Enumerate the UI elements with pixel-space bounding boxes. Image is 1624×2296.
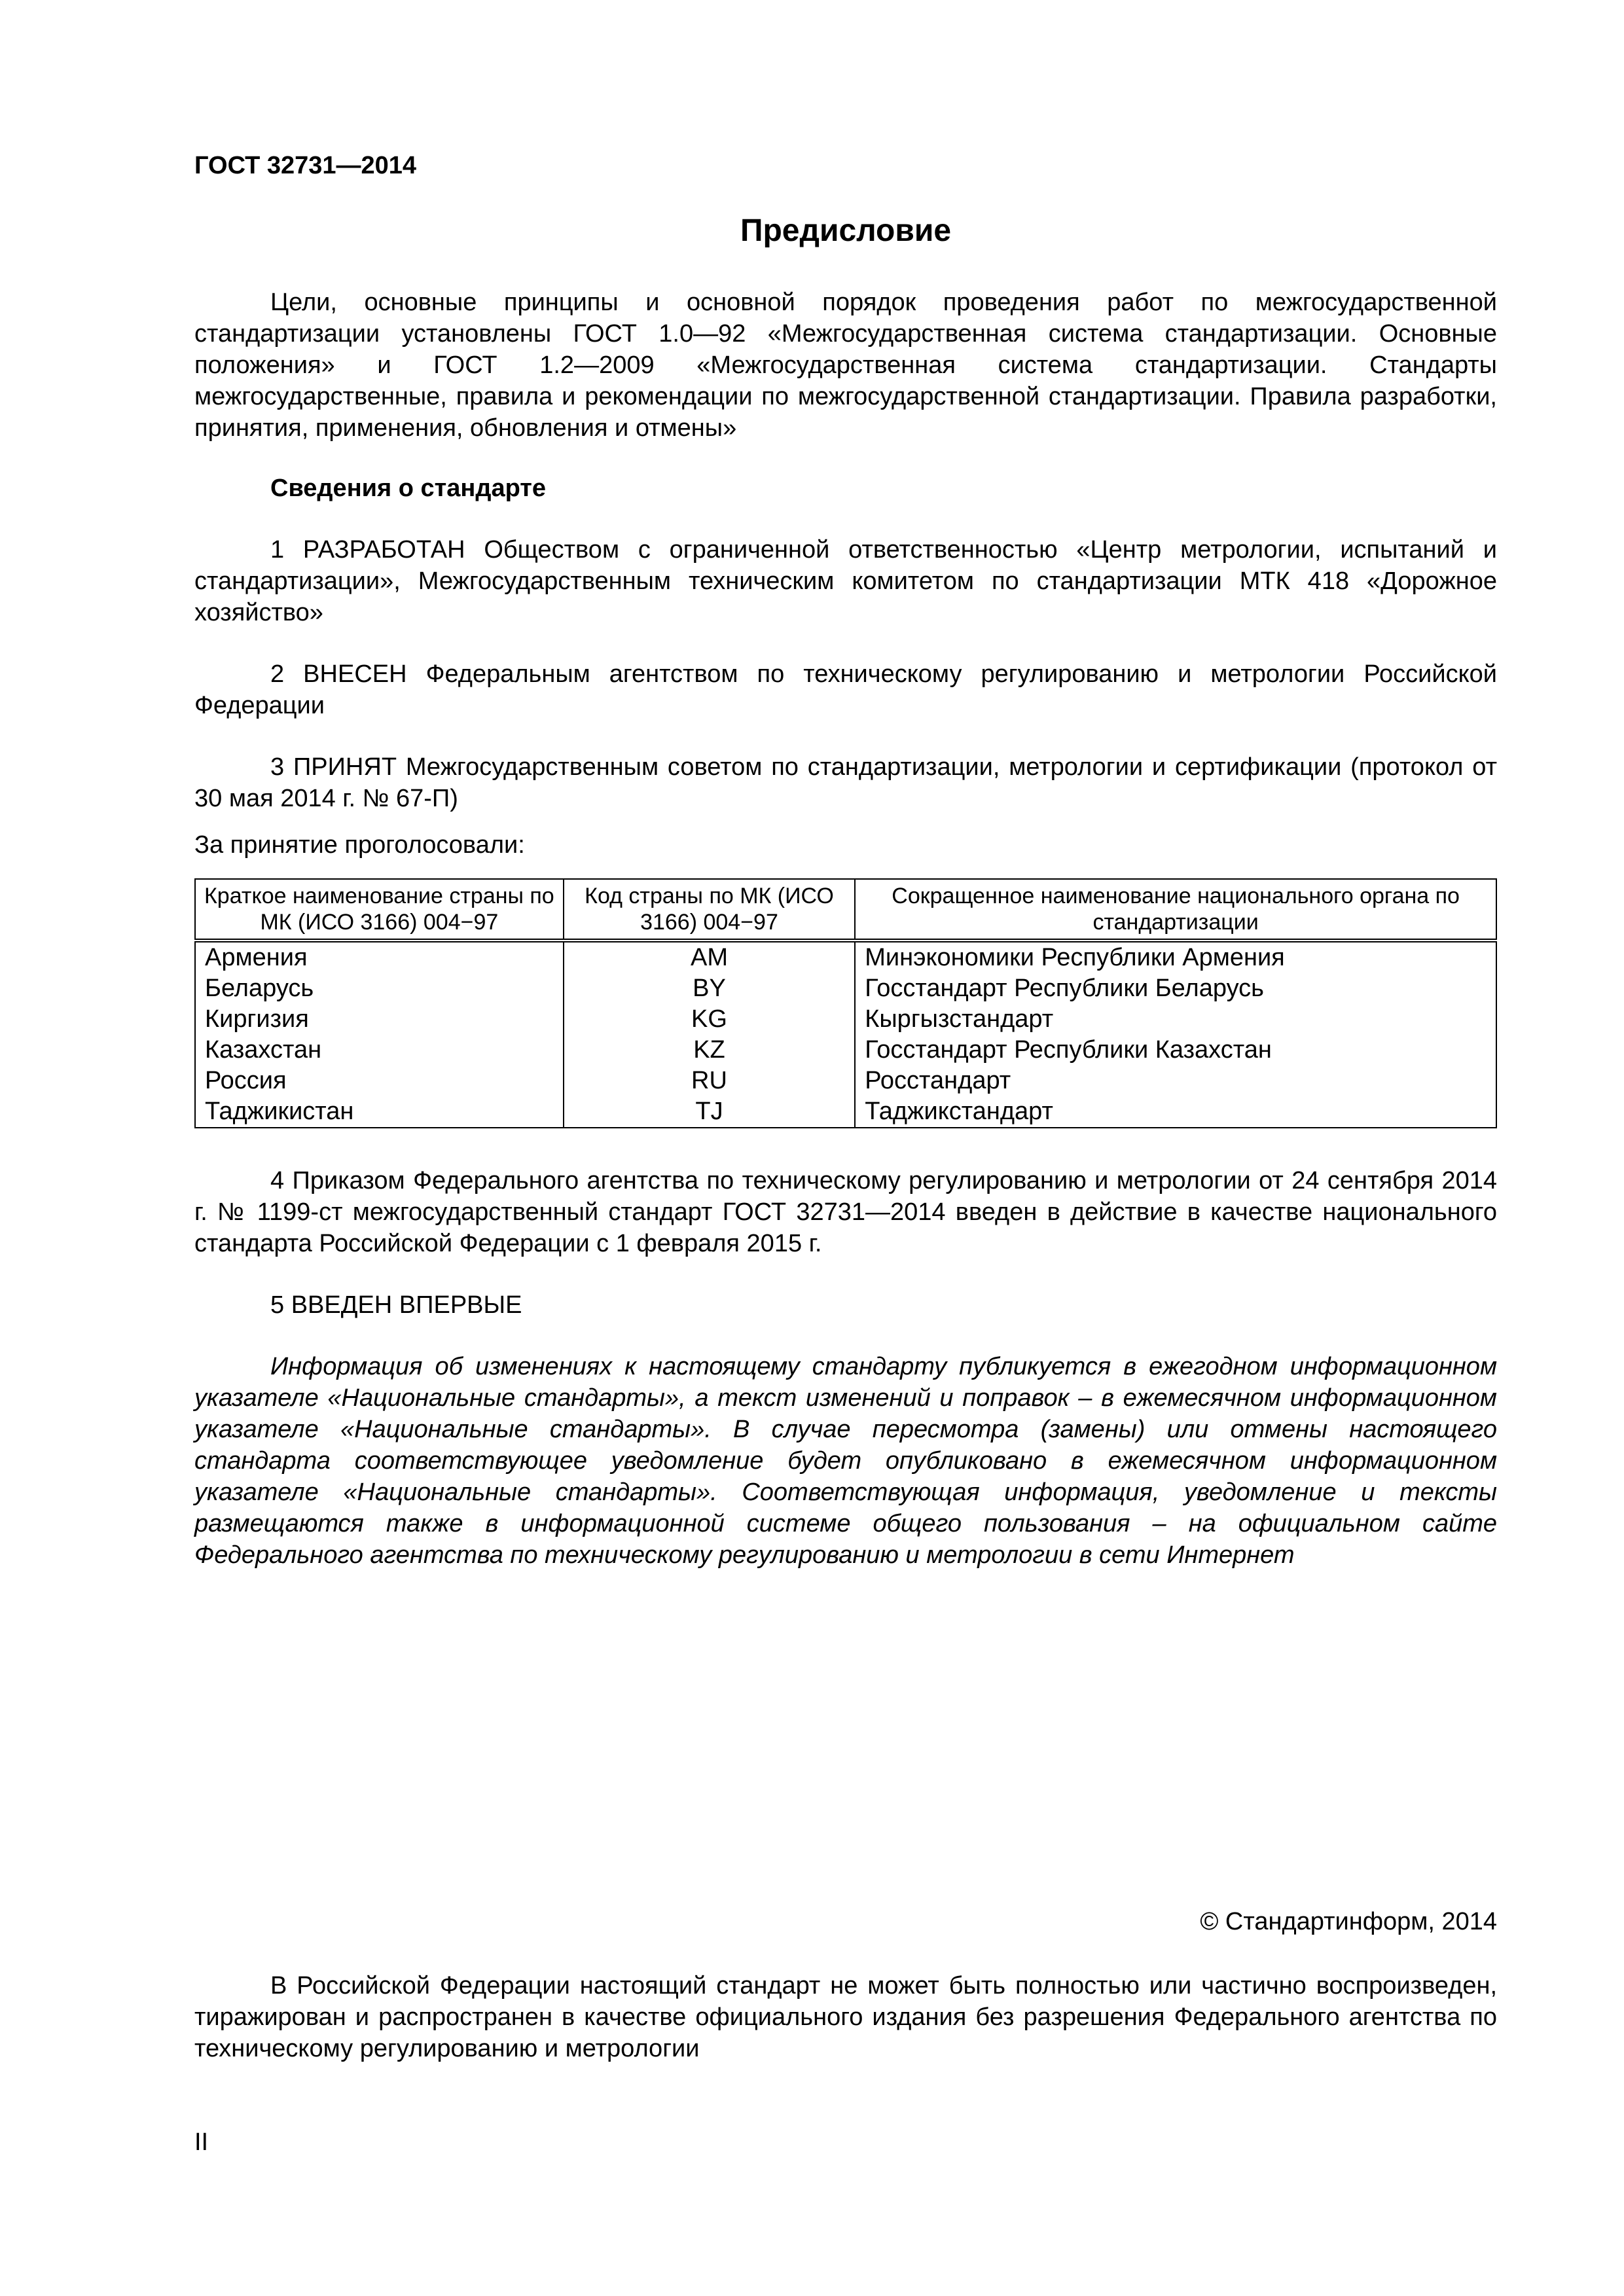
table-row bbox=[195, 1004, 1496, 1035]
page-title: Предисловие bbox=[740, 213, 952, 248]
voted-label: За принятие проголосовали: bbox=[194, 831, 525, 859]
standards-body: Росстандарт bbox=[855, 1066, 1496, 1096]
standards-body: Кыргызстандарт bbox=[855, 1004, 1496, 1035]
country-code: KG bbox=[564, 1004, 856, 1035]
country-code: AM bbox=[564, 941, 856, 973]
header-standards-body: Сокращенное наименование национального органа по стандартизации bbox=[855, 879, 1496, 941]
country-code: KZ bbox=[564, 1035, 856, 1066]
country-name: Киргизия bbox=[195, 1004, 564, 1035]
standards-body: Минэкономики Республики Армения bbox=[855, 941, 1496, 973]
page-number: II bbox=[194, 2128, 209, 2156]
country-code: BY bbox=[564, 973, 856, 1004]
copyright: © Стандартинформ, 2014 bbox=[1200, 1908, 1497, 1935]
country-name: Таджикистан bbox=[195, 1096, 564, 1128]
header-country-name: Краткое наименование страны по МК (ИСО 3166) 004−97 bbox=[195, 879, 564, 941]
standards-body: Госстандарт Республики Беларусь bbox=[855, 973, 1496, 1004]
country-name: Казахстан bbox=[195, 1035, 564, 1066]
table-header-row bbox=[195, 879, 1496, 941]
item-developed: 1 РАЗРАБОТАН Обществом с ограниченной ответственностью «Центр метрологии, испытаний и стандартизации», Межгосударственным техническим комитетом по стандартизации МТК 418 «Дорожное хозяйство» bbox=[194, 536, 1497, 626]
country-name: Россия bbox=[195, 1066, 564, 1096]
standards-body: Таджикстандарт bbox=[855, 1096, 1496, 1128]
standards-body: Госстандарт Республики Казахстан bbox=[855, 1035, 1496, 1066]
info-heading: Сведения о стандарте bbox=[270, 475, 547, 502]
table-row bbox=[195, 1035, 1496, 1066]
item-order: 4 Приказом Федерального агентства по техническому регулированию и метрологии от 24 сентября 2014 г. № 1199-ст межгосударственный стандарт ГОСТ 32731—2014 введен в действие в качестве национального стандарта Российской Федерации с 1 февраля 2015 г. bbox=[194, 1167, 1497, 1257]
table-row bbox=[195, 1096, 1496, 1128]
item-first: 5 ВВЕДЕН ВПЕРВЫЕ bbox=[270, 1291, 522, 1319]
country-name: Армения bbox=[195, 941, 564, 973]
info-notice: Информация об изменениях к настоящему стандарту публикуется в ежегодном информационном указателе «Национальные стандарты», а текст изменений и поправок – в ежемесячном информационном указателе «Национальные стандарты». В случае пересмотра (замены) или отмены настоящего стандарта соответствующее уведомление будет опубликовано в ежемесячном информационном указателе «Национальные стандарты». Соответствующая информация, уведомление и тексты размещаются также в информационной системе общего пользования – на официальном сайте Федерального агентства по техническому регулированию и метрологии в сети Интернет bbox=[194, 1353, 1497, 1569]
table-row bbox=[195, 1066, 1496, 1096]
intro-paragraph: Цели, основные принципы и основной порядок проведения работ по межгосударственной стандартизации установлены ГОСТ 1.0—92 «Межгосударственная система стандартизации. Основные положения» и ГОСТ 1.2—2009 «Межгосударственная система стандартизации. Стандарты межгосударственные, правила и рекомендации по межгосударственной стандартизации. Правила разработки, принятия, применения, обновления и отмены» bbox=[194, 289, 1497, 442]
rights-notice: В Российской Федерации настоящий стандарт не может быть полностью или частично воспроизведен, тиражирован и распространен в качестве официального издания без разрешения Федерального агентства по техническому регулированию и метрологии bbox=[194, 1972, 1497, 2062]
table-row bbox=[195, 973, 1496, 1004]
country-code: RU bbox=[564, 1066, 856, 1096]
item-adopted: 3 ПРИНЯТ Межгосударственным советом по стандартизации, метрологии и сертификации (протокол от 30 мая 2014 г. № 67-П) bbox=[194, 753, 1497, 812]
voting-countries-table bbox=[194, 878, 1497, 1128]
item-introduced: 2 ВНЕСЕН Федеральным агентством по техническому регулированию и метрологии Российской Федерации bbox=[194, 660, 1497, 719]
country-code: TJ bbox=[564, 1096, 856, 1128]
country-name: Беларусь bbox=[195, 973, 564, 1004]
table-row bbox=[195, 941, 1496, 973]
header-country-code: Код страны по МК (ИСО 3166) 004−97 bbox=[564, 879, 856, 941]
document-code: ГОСТ 32731—2014 bbox=[194, 152, 417, 179]
